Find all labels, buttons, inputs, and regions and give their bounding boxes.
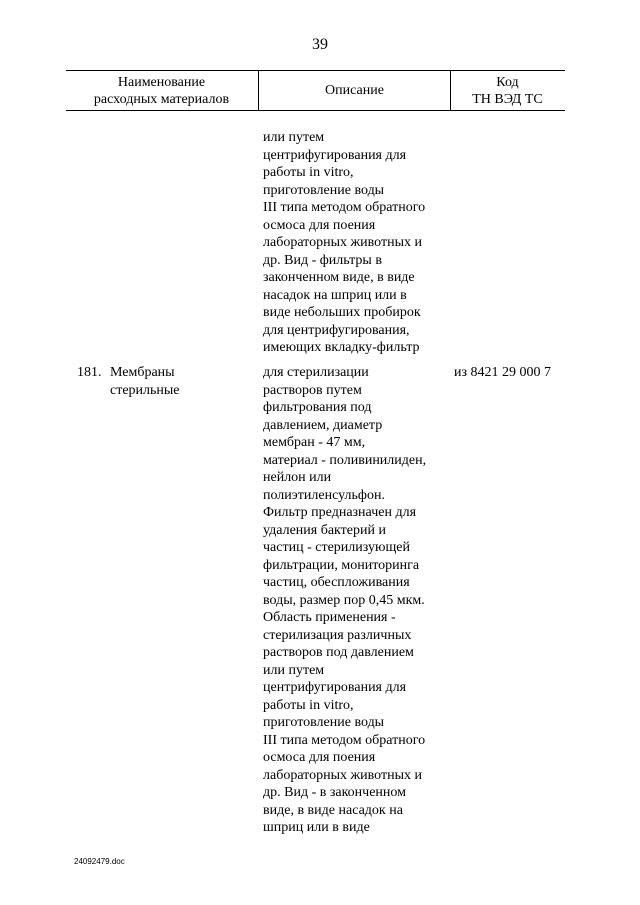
header-code	[450, 71, 565, 110]
header-description	[258, 71, 451, 110]
header-code-line2: ТН ВЭД ТС	[472, 91, 543, 107]
row-code: из 8421 29 000 7	[454, 365, 552, 380]
header-code-line1: Код	[496, 74, 519, 90]
header-materials-name-line2: расходных материалов	[93, 91, 230, 107]
footer-filename: 24092479.doc	[74, 857, 125, 866]
table-header	[66, 70, 565, 111]
continued-description: или путем центрифугирования для работы in vitro, приготовление воды III типа методом обратного осмоса для поения лабораторных животных и др. Вид - фильтры в законченном виде, в виде насадок на шприц или в виде небольших пробирок для центрифугирования, имеющих вкладку-фильтр	[263, 130, 426, 355]
row-description: для стерилизации растворов путем фильтрования под давлением, диаметр мембран - 47 мм, материал - поливинилиден, нейлон или полиэтиленсульфон. Фильтр предназначен для удаления бактерий и частиц - стерилизующей фильтрации, мониторинга частиц, обеспложивания воды, размер пор 0,45 мкм. Область применения - стерилизация различных растворов под давлением или путем центрифугирования для работы in vitro, приготовление воды III типа методом обратного осмоса для поения лабораторных животных и др. Вид - в законченном виде, в виде насадок на шприц или в виде	[263, 365, 427, 835]
page-number: 39	[312, 36, 328, 53]
row-material-name: Мембраны стерильные	[110, 365, 180, 398]
header-description-label: Описание	[325, 83, 384, 98]
header-materials-name	[66, 71, 257, 110]
row-number: 181.	[77, 365, 102, 380]
header-materials-name-line1: Наименование	[117, 74, 206, 90]
